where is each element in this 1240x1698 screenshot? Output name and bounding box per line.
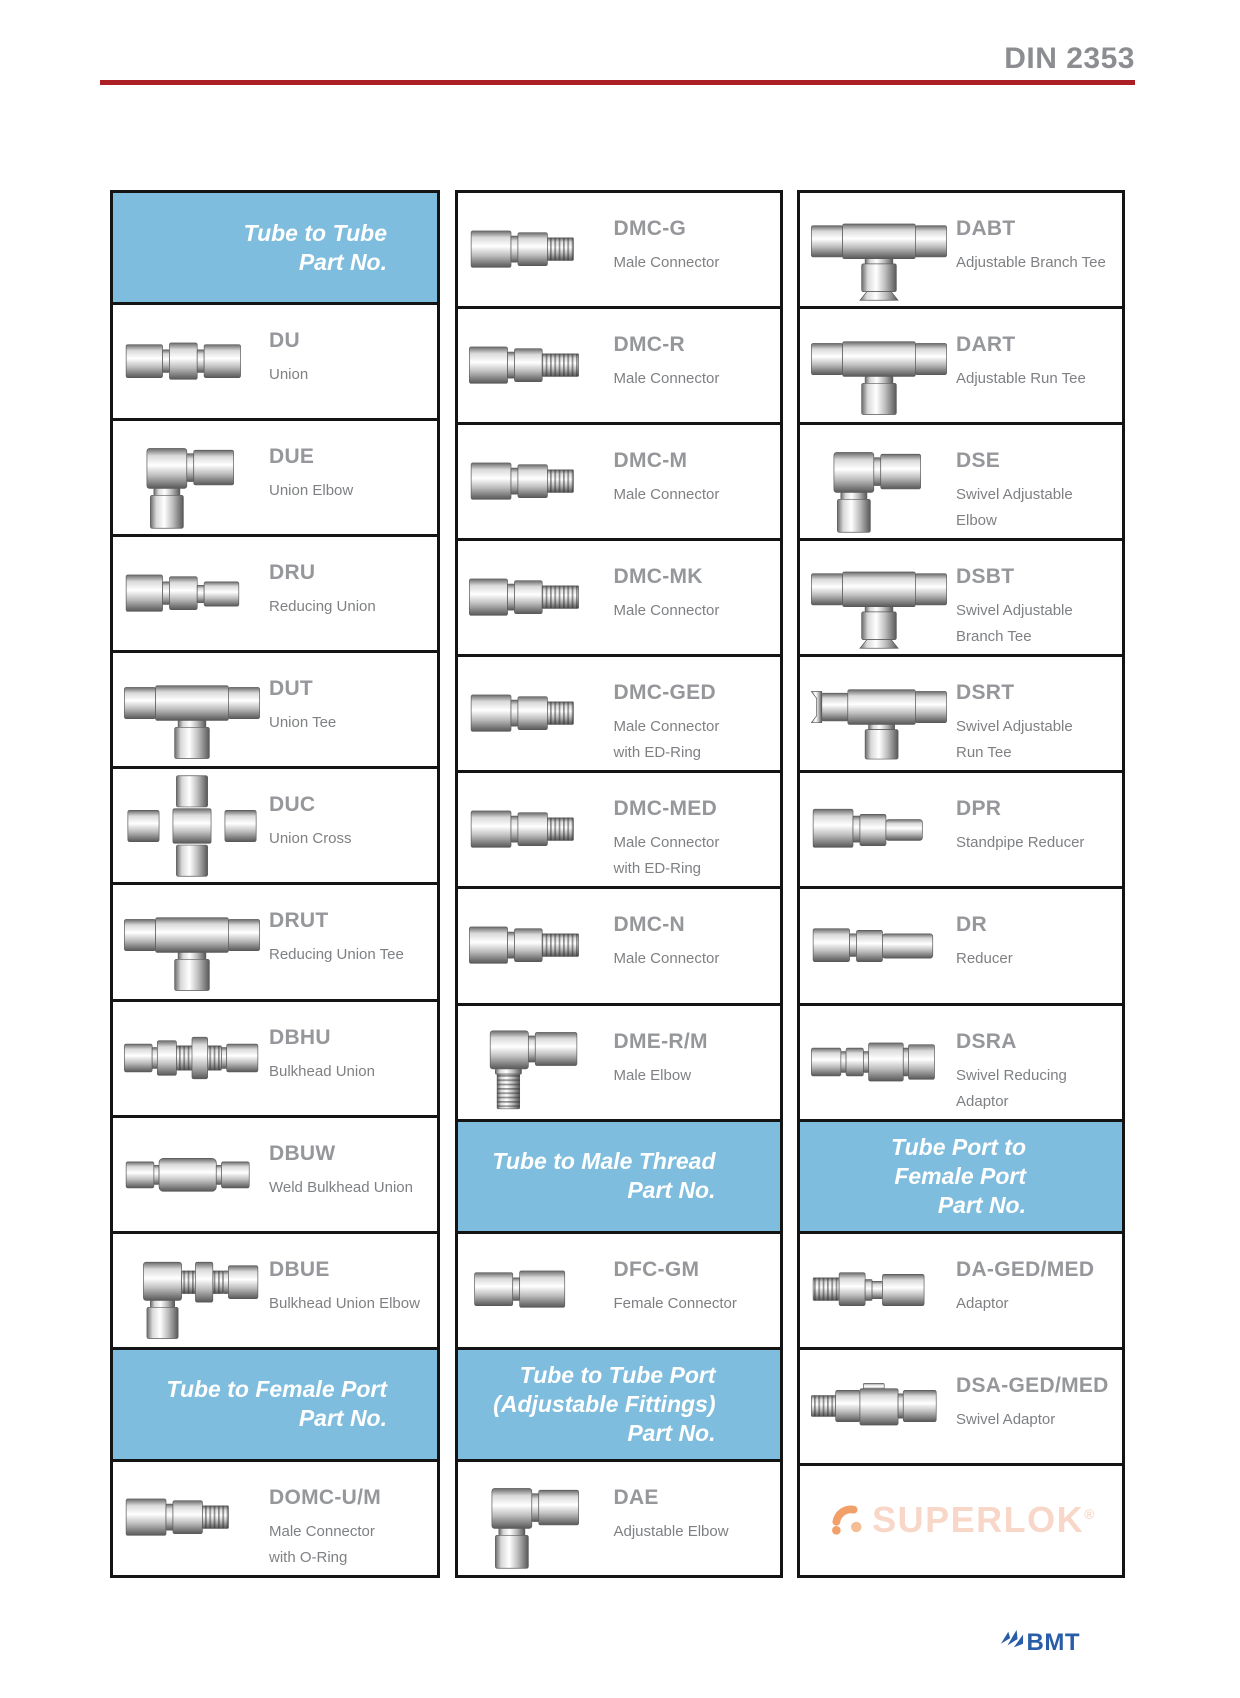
part-number: DSRA	[956, 1029, 1017, 1053]
part-text	[950, 543, 1116, 650]
union-elbow-fitting	[121, 426, 263, 530]
part-number: DBUW	[269, 1141, 336, 1165]
part-description: Union	[269, 366, 309, 384]
part-text	[263, 887, 431, 968]
part-number: DMC-N	[613, 913, 685, 937]
reducing-union-fitting	[121, 542, 263, 646]
part-cell-DABT	[800, 193, 1122, 306]
male-connector-fitting	[466, 430, 608, 534]
part-cell-DUC	[113, 766, 437, 882]
part-number: DSA-GED/MED	[956, 1373, 1109, 1397]
part-text	[263, 1120, 431, 1201]
branch-tee-fitting	[808, 546, 950, 650]
part-number: DMC-GED	[613, 681, 716, 705]
part-number: DBHU	[269, 1025, 331, 1049]
part-number: DOMC-U/M	[269, 1485, 382, 1509]
part-text	[608, 427, 774, 508]
part-description: Adjustable Branch Tee	[956, 254, 1106, 271]
male-connector-long-fitting	[466, 314, 608, 418]
part-description: Adaptor	[956, 1092, 1009, 1110]
union-fitting	[121, 310, 263, 414]
part-number: DUC	[269, 793, 316, 817]
part-cell-DR	[800, 886, 1122, 1002]
part-cell-DMC-GED	[458, 654, 780, 770]
section-header	[458, 1119, 780, 1231]
part-description: Reducing Union	[269, 598, 376, 616]
union-cross-fitting	[121, 774, 263, 878]
part-number: DU	[269, 329, 300, 353]
section-header-line: Tube to Male Thread	[492, 1148, 716, 1175]
part-cell-DU	[113, 302, 437, 418]
part-description: with ED-Ring	[613, 744, 702, 762]
part-text	[950, 775, 1116, 856]
part-cell-DA-GED/MED	[800, 1231, 1122, 1347]
run-tee-fitting	[808, 662, 950, 766]
part-text	[263, 423, 431, 504]
part-cell-DART	[800, 306, 1122, 422]
part-cell-DRU	[113, 534, 437, 650]
part-text	[950, 311, 1116, 392]
part-description: Swivel Adjustable	[956, 602, 1073, 620]
part-text	[950, 1236, 1116, 1317]
part-description: Union Elbow	[269, 482, 354, 500]
part-number: DRUT	[269, 909, 329, 933]
superlok-watermark-cell	[800, 1463, 1122, 1575]
section-header	[458, 1347, 780, 1459]
male-connector-fitting	[466, 198, 608, 302]
part-cell-DMC-MK	[458, 538, 780, 654]
part-text	[608, 891, 774, 972]
part-number: DMC-R	[613, 333, 685, 357]
part-text	[263, 1004, 431, 1085]
part-number: DUT	[269, 677, 314, 701]
part-cell-DUT	[113, 650, 437, 766]
part-cell-DRUT	[113, 882, 437, 998]
part-description: Female Connector	[613, 1294, 737, 1312]
section-header-line: (Adjustable Fittings)	[493, 1390, 716, 1417]
part-cell-DOMC-U/M	[113, 1459, 437, 1575]
part-description: with O-Ring	[269, 1548, 348, 1566]
part-cell-DSE	[800, 422, 1122, 538]
part-description: Male Connector	[613, 370, 720, 388]
part-description: Union Tee	[269, 714, 337, 732]
part-description: Adaptor	[956, 1294, 1009, 1312]
part-description: Standpipe Reducer	[956, 834, 1085, 852]
part-cell-DME-R/M	[458, 1003, 780, 1119]
part-text	[950, 427, 1116, 534]
part-cell-DSBT	[800, 538, 1122, 654]
part-text	[608, 1464, 774, 1545]
section-header-line: Tube to Tube	[243, 219, 387, 246]
part-text	[608, 195, 774, 276]
part-description: Branch Tee	[956, 628, 1032, 646]
part-text	[608, 775, 774, 882]
part-cell-DMC-M	[458, 422, 780, 538]
part-description: Reducer	[956, 950, 1013, 968]
part-number: DBUE	[269, 1257, 330, 1281]
part-cell-DMC-MED	[458, 770, 780, 886]
part-cell-DMC-G	[458, 193, 780, 306]
bulkhead-elbow-fitting	[121, 1238, 263, 1342]
page-title: DIN 2353	[1004, 42, 1135, 75]
part-number: DART	[956, 333, 1016, 357]
title-rule	[100, 80, 1135, 85]
part-cell-DUE	[113, 418, 437, 534]
part-text	[608, 1236, 774, 1317]
part-number: DAE	[613, 1485, 659, 1509]
column-tube-port-to-female-port	[797, 190, 1125, 1578]
part-description: Male Connector	[613, 486, 720, 504]
part-description: Male Connector	[613, 950, 720, 968]
footer-logo	[100, 1628, 1135, 1657]
part-description: Swivel Reducing	[956, 1066, 1067, 1084]
part-number: DR	[956, 913, 987, 937]
part-number: DRU	[269, 561, 316, 585]
female-connector-fitting	[466, 1238, 608, 1342]
superlok-logo-text: SUPERLOK®	[872, 1499, 1096, 1541]
part-number: DMC-G	[613, 217, 687, 240]
male-connector-fitting	[466, 778, 608, 882]
section-header-line: Part No.	[627, 1419, 716, 1446]
part-number: DSBT	[956, 565, 1015, 589]
section-header-line: Part No.	[298, 248, 387, 275]
column-tube-to-tube	[110, 190, 440, 1578]
part-text	[263, 1236, 431, 1317]
part-text	[263, 1464, 431, 1571]
part-description: Elbow	[956, 512, 997, 530]
union-tee-fitting	[808, 314, 950, 418]
section-header	[113, 1347, 437, 1459]
part-description: Male Connector	[613, 718, 720, 736]
part-description: Swivel Adaptor	[956, 1410, 1056, 1428]
part-description: Male Elbow	[613, 1066, 692, 1084]
male-connector-long-fitting	[466, 546, 608, 650]
part-text	[950, 891, 1116, 972]
section-header	[113, 193, 437, 302]
part-cell-DBHU	[113, 999, 437, 1115]
part-description: Bulkhead Union Elbow	[269, 1294, 420, 1312]
part-number: DMC-MED	[613, 797, 718, 821]
union-tee-fitting	[121, 658, 263, 762]
part-cell-DSA-GED/MED	[800, 1347, 1122, 1463]
part-text	[263, 307, 431, 388]
male-connector-long-fitting	[466, 894, 608, 998]
bmt-logo-icon	[1000, 1628, 1024, 1657]
union-tee-fitting	[121, 890, 263, 994]
section-header-line: Part No.	[298, 1405, 387, 1432]
part-cell-DSRA	[800, 1003, 1122, 1119]
part-text	[608, 543, 774, 624]
branch-tee-fitting	[808, 198, 950, 302]
column-tube-to-male-thread	[455, 190, 783, 1578]
part-cell-DMC-N	[458, 886, 780, 1002]
part-cell-DMC-R	[458, 306, 780, 422]
section-header-line: Female Port	[894, 1162, 1026, 1189]
part-number: DMC-M	[613, 449, 688, 473]
male-connector-fitting	[466, 662, 608, 766]
section-header-line: Tube to Female Port	[166, 1376, 387, 1403]
part-cell-DBUE	[113, 1231, 437, 1347]
union-elbow-fitting	[808, 430, 950, 534]
part-number: DMC-MK	[613, 565, 703, 589]
part-text	[263, 771, 431, 852]
part-number: DSRT	[956, 681, 1015, 705]
part-description: Male Connector	[269, 1522, 375, 1540]
part-cell-DAE	[458, 1459, 780, 1575]
part-description: Adjustable Run Tee	[956, 370, 1086, 388]
part-description: with ED-Ring	[613, 860, 702, 878]
section-header	[800, 1119, 1122, 1231]
part-description: Male Connector	[613, 602, 720, 620]
part-text	[950, 1352, 1116, 1433]
part-text	[608, 659, 774, 766]
part-cell-DPR	[800, 770, 1122, 886]
part-number: DUE	[269, 445, 315, 469]
part-text	[950, 1008, 1116, 1115]
part-number: DSE	[956, 449, 1001, 473]
part-description: Male Connector	[613, 254, 720, 271]
part-description: Reducing Union Tee	[269, 946, 404, 964]
part-number: DME-R/M	[613, 1029, 708, 1053]
part-number: DABT	[956, 217, 1016, 240]
fittings-grid	[110, 190, 1125, 1578]
part-text	[950, 659, 1116, 766]
part-text	[263, 655, 431, 736]
superlok-logo-icon	[826, 1504, 864, 1536]
section-header-line: Tube to Tube Port	[519, 1361, 716, 1388]
part-description: Weld Bulkhead Union	[269, 1178, 413, 1196]
part-cell-DFC-GM	[458, 1231, 780, 1347]
male-elbow-fitting	[466, 1010, 608, 1114]
part-description: Bulkhead Union	[269, 1062, 375, 1080]
male-connector-fitting	[121, 1466, 263, 1570]
part-text	[608, 1008, 774, 1089]
part-description: Male Connector	[613, 834, 720, 852]
section-header-line: Part No.	[937, 1191, 1026, 1218]
bmt-logo-text: BMT	[1026, 1628, 1080, 1656]
part-description: Swivel Adjustable	[956, 486, 1073, 504]
adaptor-fitting	[808, 1238, 950, 1342]
part-description: Run Tee	[956, 744, 1012, 762]
part-description: Adjustable Elbow	[613, 1522, 729, 1540]
part-number: DA-GED/MED	[956, 1257, 1095, 1281]
section-header-line: Tube Port to	[890, 1133, 1026, 1160]
section-header-line: Part No.	[627, 1177, 716, 1204]
union-elbow-fitting	[466, 1466, 608, 1570]
swivel-adaptor-fitting	[808, 1354, 950, 1458]
part-description: Swivel Adjustable	[956, 718, 1073, 736]
part-text	[950, 195, 1116, 276]
weld-bulkhead-fitting	[121, 1122, 263, 1226]
part-cell-DSRT	[800, 654, 1122, 770]
reducer-fitting	[808, 894, 950, 998]
part-number: DPR	[956, 797, 1002, 821]
bulkhead-union-fitting	[121, 1006, 263, 1110]
part-cell-DBUW	[113, 1115, 437, 1231]
part-number: DFC-GM	[613, 1257, 700, 1281]
part-text	[263, 539, 431, 620]
part-description: Union Cross	[269, 830, 352, 848]
swivel-reducing-adaptor-fitting	[808, 1010, 950, 1114]
part-text	[608, 311, 774, 392]
standpipe-reducer-fitting	[808, 778, 950, 882]
